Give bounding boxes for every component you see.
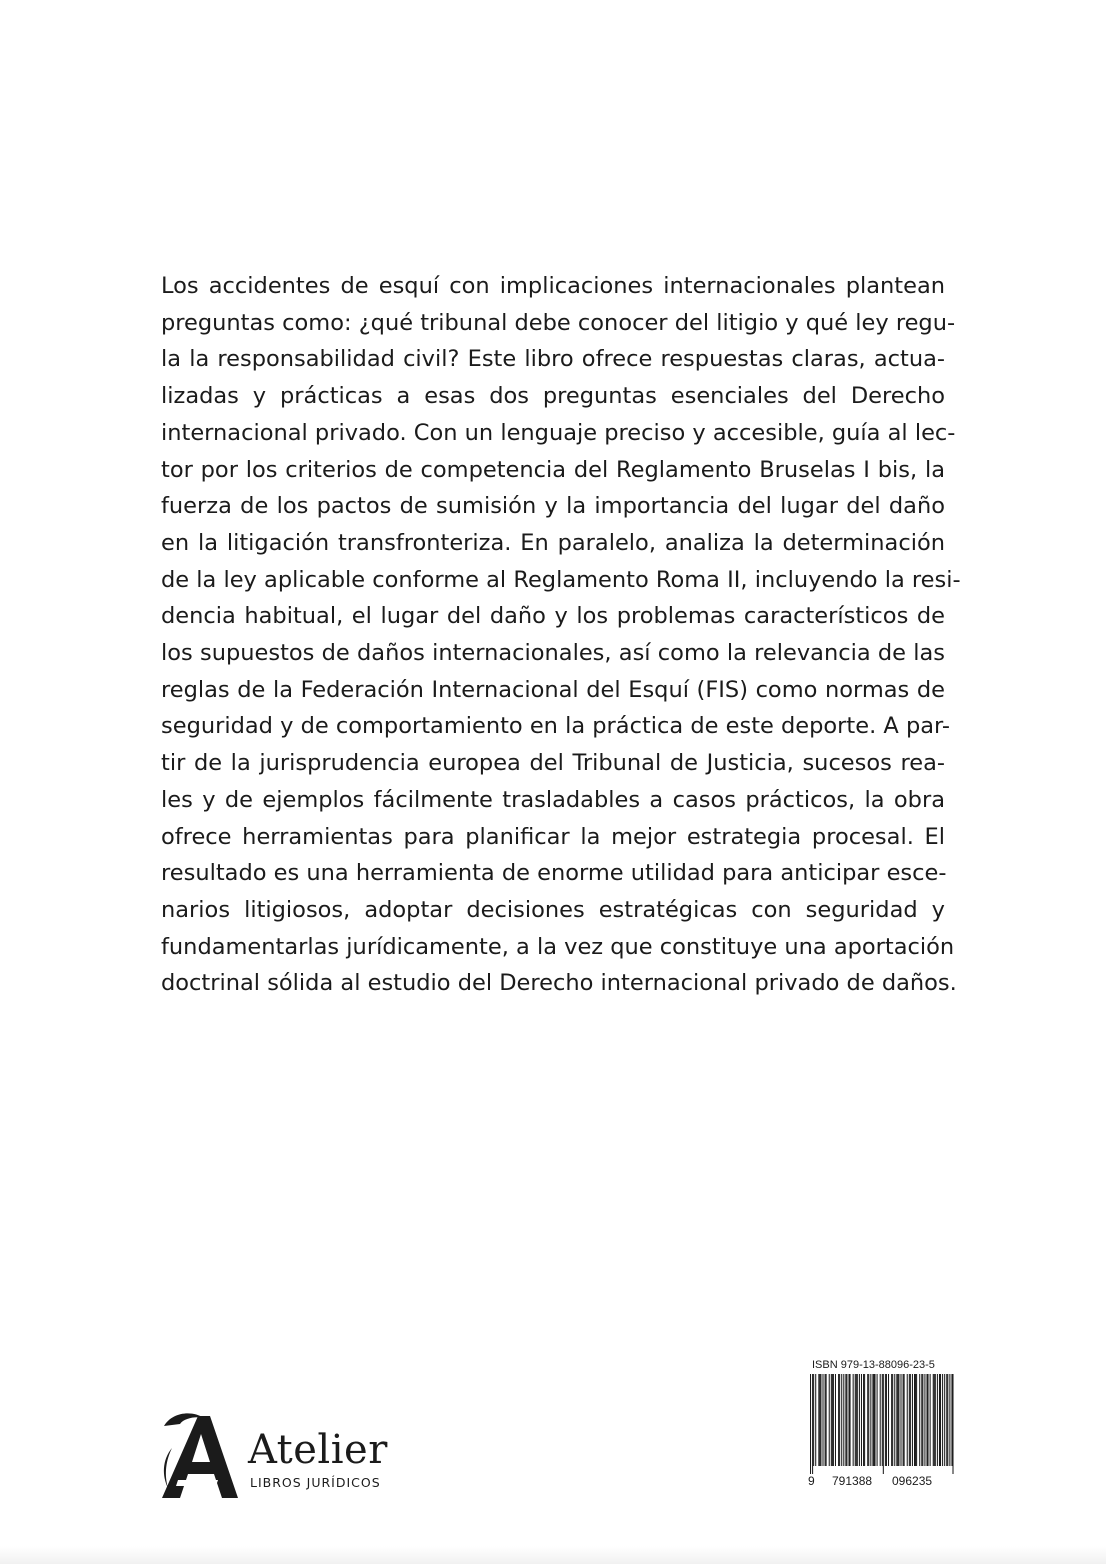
barcode-bar [952, 1374, 953, 1474]
barcode-bar [892, 1374, 893, 1466]
barcode-bar [850, 1374, 851, 1466]
barcode-bar [880, 1374, 881, 1466]
synopsis-line: seguridad y de comportamiento en la práctica de este deporte. A par- [161, 713, 950, 740]
barcode-bar [839, 1374, 840, 1466]
barcode-bar [928, 1374, 929, 1466]
barcode-bar [910, 1374, 911, 1466]
barcode-bar [855, 1374, 856, 1466]
barcode-bar [946, 1374, 947, 1466]
atelier-a-monogram-icon [158, 1408, 240, 1504]
barcode-bar [843, 1374, 844, 1466]
barcode-bar [951, 1374, 952, 1466]
barcode-bar [909, 1374, 910, 1466]
barcode-bar [872, 1374, 873, 1466]
barcode-bar [832, 1374, 833, 1466]
publisher-name: Atelier [248, 1427, 388, 1473]
barcode-bar [868, 1374, 869, 1466]
barcode-bar [841, 1374, 842, 1466]
barcode-bar [912, 1374, 913, 1466]
synopsis-line: reglas de la Federación Internacional del Esquí (FIS) como normas de [161, 676, 945, 703]
barcode-bar [944, 1374, 945, 1466]
synopsis-line: los supuestos de daños internacionales, así como la relevancia de las [161, 640, 945, 667]
synopsis-line: resultado es una herramienta de enorme utilidad para anticipar esce- [161, 860, 947, 887]
barcode-bar [915, 1374, 916, 1466]
barcode-bar [856, 1374, 857, 1466]
barcode-bar [947, 1374, 948, 1466]
barcode-bar [877, 1374, 878, 1466]
barcode-bar [853, 1374, 854, 1466]
synopsis-line: preguntas como: ¿qué tribunal debe conocer del litigio y qué ley regu- [161, 309, 956, 336]
barcode-bar [848, 1374, 849, 1466]
barcode-bar [921, 1374, 922, 1466]
barcode-bar [930, 1374, 931, 1466]
barcode-bar [874, 1374, 875, 1466]
barcode-bar [864, 1374, 865, 1466]
publisher-logo [158, 1408, 398, 1508]
synopsis-line: la la responsabilidad civil? Este libro ofrece respuestas claras, actua- [161, 346, 945, 373]
barcode-bar [867, 1374, 868, 1466]
barcode-bar [886, 1374, 887, 1466]
barcode-bar [926, 1374, 927, 1466]
synopsis-line: tir de la jurisprudencia europea del Tribunal de Justicia, sucesos rea- [161, 750, 945, 777]
synopsis-line: fundamentarlas jurídicamente, a la vez que constituye una aportación [161, 933, 955, 960]
synopsis-line: fuerza de los pactos de sumisión y la importancia del lugar del daño [161, 493, 945, 520]
synopsis-line: doctrinal sólida al estudio del Derecho internacional privado de daños. [161, 970, 957, 997]
barcode-bar [904, 1374, 905, 1466]
synopsis-text [161, 268, 961, 1002]
barcode-bar [859, 1374, 860, 1466]
barcode-bar [857, 1374, 858, 1466]
barcode-bar [815, 1374, 816, 1466]
barcode-bar [845, 1374, 846, 1466]
barcode-bar [846, 1374, 847, 1466]
barcode-bar [903, 1374, 904, 1466]
barcode-digit-first: 9 [808, 1474, 815, 1488]
barcode-bar [924, 1374, 925, 1466]
barcode-bar [820, 1374, 821, 1466]
barcode-bar [870, 1374, 871, 1466]
barcode-bar [819, 1374, 820, 1466]
barcode-bar [833, 1374, 834, 1466]
barcode-bar [885, 1374, 886, 1466]
barcode-bar [891, 1374, 892, 1466]
barcode-bar [810, 1374, 811, 1474]
barcode-digits-left: 791388 [832, 1474, 873, 1488]
synopsis-line: ofrece herramientas para planificar la mejor estrategia procesal. El [161, 823, 945, 850]
barcode-bar [829, 1374, 830, 1466]
barcode-digits-right: 096235 [892, 1474, 933, 1488]
barcode-bar [919, 1374, 920, 1466]
synopsis-line: dencia habitual, el lugar del daño y los problemas característicos de [161, 603, 945, 630]
barcode-bar [883, 1374, 884, 1474]
barcode-bar [818, 1374, 819, 1466]
barcode-bar [825, 1374, 826, 1466]
barcode-bar [939, 1374, 940, 1466]
barcode-bar [933, 1374, 934, 1466]
barcode-bar [934, 1374, 935, 1466]
synopsis-line: Los accidentes de esquí con implicaciones internacionales plantean [161, 273, 945, 299]
barcode-bar [900, 1374, 901, 1466]
barcode-bar [888, 1374, 889, 1466]
synopsis-line: en la litigación transfronteriza. En paralelo, analiza la determinación [161, 529, 945, 556]
barcode-bar [873, 1374, 874, 1466]
barcode-bar [914, 1374, 915, 1466]
barcode-bar [937, 1374, 938, 1466]
barcode-bar [940, 1374, 941, 1466]
isbn-label: ISBN 979-13-88096-23-5 [812, 1359, 935, 1371]
synopsis-line: lizadas y prácticas a esas dos preguntas esenciales del Derecho [161, 383, 945, 410]
page-bottom-edge [0, 1546, 1106, 1564]
barcode-bar [838, 1374, 839, 1466]
barcode-bar [922, 1374, 923, 1466]
barcode-bar [812, 1374, 813, 1474]
barcode-bar [949, 1374, 950, 1466]
synopsis-line: internacional privado. Con un lenguaje preciso y accesible, guía al lec- [161, 419, 956, 446]
barcode-bar [942, 1374, 943, 1466]
barcode-bar [898, 1374, 899, 1466]
synopsis-line: les y de ejemplos fácilmente trasladables a casos prácticos, la obra [161, 786, 945, 813]
barcode-bar [826, 1374, 827, 1466]
barcode-bar [907, 1374, 908, 1466]
barcode-bar [822, 1374, 823, 1466]
barcode-bars [810, 1374, 954, 1474]
synopsis-line: tor por los criterios de competencia del Reglamento Bruselas I bis, la [161, 456, 945, 483]
barcode-bar [831, 1374, 832, 1466]
barcode-bar [935, 1374, 936, 1466]
barcode-bar [861, 1374, 862, 1466]
publisher-tagline: LIBROS JURÍDICOS [250, 1475, 381, 1490]
isbn-barcode [810, 1358, 954, 1492]
synopsis-line: de la ley aplicable conforme al Reglamento Roma II, incluyendo la resi- [161, 566, 961, 593]
barcode-bar [813, 1374, 814, 1466]
barcode-bar [897, 1374, 898, 1466]
barcode-bar [882, 1374, 883, 1466]
barcode-bar [863, 1374, 864, 1466]
barcode-bar [896, 1374, 897, 1466]
barcode-bar [835, 1374, 836, 1466]
barcode-bar [916, 1374, 917, 1466]
barcode-bar [894, 1374, 895, 1466]
synopsis-line: narios litigiosos, adoptar decisiones estratégicas con seguridad y [161, 896, 945, 923]
